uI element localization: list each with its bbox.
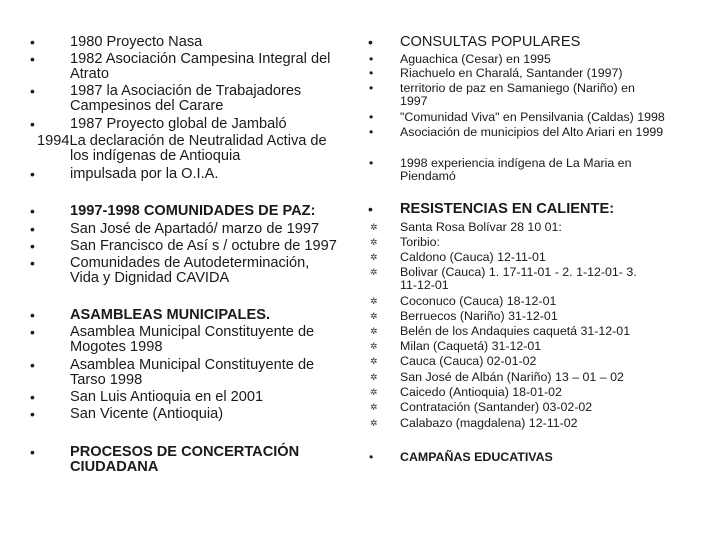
list-item: Comunidades de Autodeterminación, Vida y Dignidad CAVIDA (70, 255, 310, 286)
list-item: Santa Rosa Bolívar 28 10 01: (400, 220, 562, 234)
bullet-icon: • (30, 221, 35, 237)
star-bullet-icon: ✲ (370, 296, 378, 306)
list-item: San Francisco de Así s / octubre de 1997 (70, 238, 337, 254)
list-item: "Comunidad Viva" en Pensilvania (Caldas) 1998 (400, 110, 665, 124)
section-heading: RESISTENCIAS EN CALIENTE: (400, 201, 615, 217)
list-item: Asociación de municipios del Alto Ariari en 1999 (400, 125, 664, 139)
bullet-icon: • (30, 444, 35, 460)
section-heading: CONSULTAS POPULARES (400, 34, 581, 50)
list-item: Belén de los Andaquies caquetá 31-12-01 (400, 324, 631, 338)
bullet-icon: • (30, 324, 35, 340)
bullet-icon: • (368, 201, 373, 217)
bullet-icon: • (369, 156, 374, 170)
bullet-icon: • (30, 203, 35, 219)
list-item: Calabazo (magdalena) 12-11-02 (400, 416, 578, 430)
bullet-icon: • (30, 83, 35, 99)
section-heading: PROCESOS DE CONCERTACIÓN CIUDADANA (70, 444, 300, 475)
star-bullet-icon: ✲ (370, 326, 378, 336)
list-item: Milan (Caquetá) 31-12-01 (400, 339, 542, 353)
star-bullet-icon: ✲ (370, 387, 378, 397)
list-item: 1980 Proyecto Nasa (70, 34, 203, 50)
list-item: San José de Apartadó/ marzo de 1997 (70, 221, 320, 237)
section-heading: ASAMBLEAS MUNICIPALES. (70, 307, 270, 323)
list-item: Aguachica (Cesar) en 1995 (400, 52, 551, 66)
list-item: Asamblea Municipal Constituyente de Mogotes 1998 (70, 324, 315, 355)
list-item: Caicedo (Antioquia) 18-01-02 (400, 385, 562, 399)
list-item: Coconuco (Cauca) 18-12-01 (400, 294, 557, 308)
bullet-icon: • (30, 116, 35, 132)
list-item: Asamblea Municipal Constituyente de Tarso 1998 (70, 357, 315, 388)
list-item: San Vicente (Antioquia) (70, 406, 224, 422)
star-bullet-icon: ✲ (370, 402, 378, 412)
list-item: 1998 experiencia indígena de La Maria en Piendamó (400, 156, 632, 183)
bullet-icon: • (369, 110, 374, 124)
list-item: Contratación (Santander) 03-02-02 (400, 400, 593, 414)
star-bullet-icon: ✲ (370, 311, 378, 321)
list-item: San Luis Antioquia en el 2001 (70, 389, 264, 405)
bullet-icon: • (369, 81, 374, 95)
list-item: 1987 la Asociación de Trabajadores Campesinos del Carare (70, 83, 302, 114)
bullet-icon: • (369, 450, 374, 464)
bullet-icon: • (30, 357, 35, 373)
bullet-icon: • (30, 255, 35, 271)
bullet-icon: • (30, 307, 35, 323)
star-bullet-icon: ✲ (370, 267, 378, 277)
list-item: San José de Albán (Nariño) 13 – 01 – 02 (400, 370, 624, 384)
star-bullet-icon: ✲ (370, 237, 378, 247)
star-bullet-icon: ✲ (370, 372, 378, 382)
star-bullet-icon: ✲ (370, 222, 378, 232)
star-bullet-icon: ✲ (370, 418, 378, 428)
bullet-icon: • (369, 125, 374, 139)
list-item: Toribio: (400, 235, 440, 249)
list-item: territorio de paz en Samaniego (Nariño) en 1997 (400, 81, 635, 108)
bullet-icon: • (368, 34, 373, 50)
list-item: Bolivar (Cauca) 1. 17-11-01 - 2. 1-12-01- 3. 11-12-01 (400, 265, 637, 292)
bullet-icon: • (30, 406, 35, 422)
list-item: impulsada por la O.I.A. (70, 166, 219, 182)
star-bullet-icon: ✲ (370, 252, 378, 262)
list-item: Riachuelo en Charalá, Santander (1997) (400, 66, 623, 80)
list-item: Cauca (Cauca) 02-01-02 (400, 354, 537, 368)
bullet-icon: • (30, 34, 35, 50)
list-item: 1982 Asociación Campesina Integral del Atrato (70, 51, 331, 82)
list-item: 1987 Proyecto global de Jambaló (70, 116, 287, 132)
section-heading: CAMPAÑAS EDUCATIVAS (400, 450, 553, 464)
list-item: 1994La declaración de Neutralidad Activa de los indígenas de Antioquia (37, 133, 327, 164)
bullet-icon: • (369, 52, 374, 66)
list-item: Caldono (Cauca) 12-11-01 (400, 250, 546, 264)
bullet-icon: • (30, 51, 35, 67)
bullet-icon: • (30, 166, 35, 182)
bullet-icon: • (30, 238, 35, 254)
list-item: Berruecos (Nariño) 31-12-01 (400, 309, 558, 323)
star-bullet-icon: ✲ (370, 341, 378, 351)
bullet-icon: • (30, 389, 35, 405)
bullet-icon: • (369, 66, 374, 80)
section-heading: 1997-1998 COMUNIDADES DE PAZ: (70, 203, 316, 219)
star-bullet-icon: ✲ (370, 356, 378, 366)
